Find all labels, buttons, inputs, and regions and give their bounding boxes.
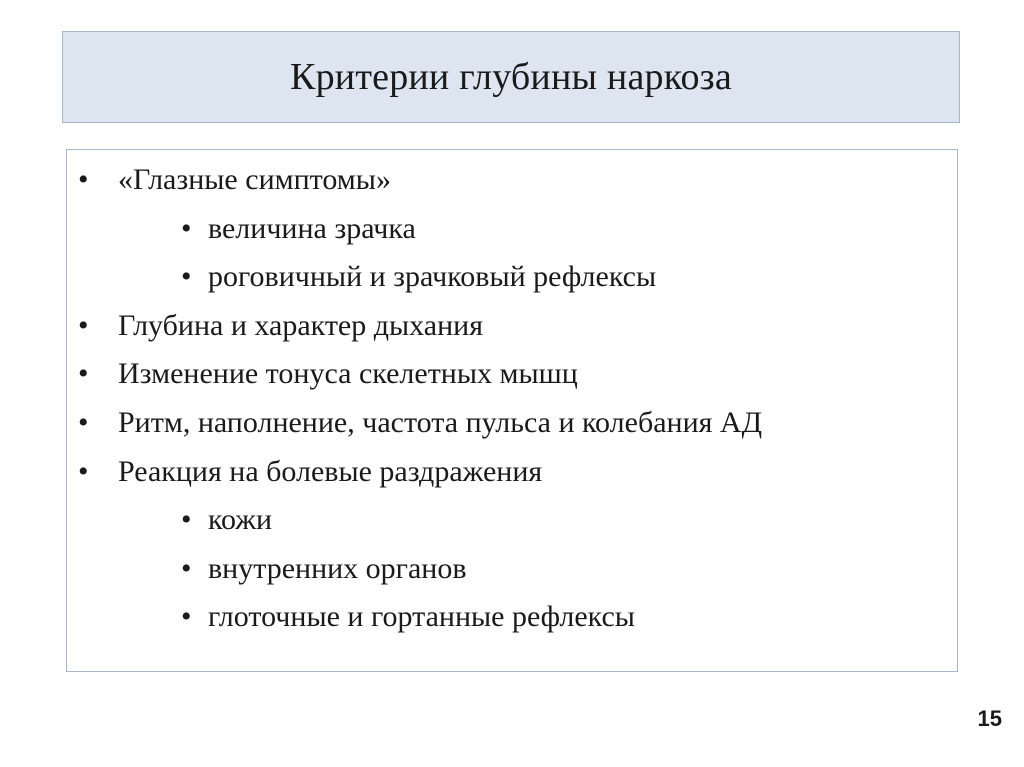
bullet-text: Глубина и характер дыхания bbox=[118, 308, 483, 342]
bullet-text: внутренних органов bbox=[208, 551, 467, 585]
slide-title: Критерии глубины наркоза bbox=[290, 56, 732, 98]
bullet-dot-icon: • bbox=[78, 163, 89, 196]
bullet-text: Реакция на болевые раздражения bbox=[118, 454, 543, 488]
sub-bullet-item-pharyngeal-reflexes bbox=[67, 593, 957, 642]
bullet-item-muscle-tone bbox=[67, 350, 957, 399]
bullet-text: «Глазные симптомы» bbox=[118, 163, 391, 196]
bullet-text: глоточные и гортанные рефлексы bbox=[208, 600, 635, 634]
bullet-text: Изменение тонуса скелетных мышц bbox=[118, 357, 578, 391]
sub-bullet-item-corneal-reflexes bbox=[67, 253, 957, 302]
bullet-dot-icon: • bbox=[78, 308, 89, 342]
bullet-dot-icon: • bbox=[181, 600, 192, 634]
bullet-text: Ритм, наполнение, частота пульса и колебания АД bbox=[118, 405, 763, 439]
bullet-item-eye-symptoms bbox=[67, 156, 957, 205]
bullet-dot-icon: • bbox=[78, 454, 89, 488]
bullet-dot-icon: • bbox=[181, 260, 192, 294]
slide-page-number: 15 bbox=[977, 706, 1002, 731]
content-box bbox=[66, 149, 958, 672]
sub-bullet-item-internal-organs bbox=[67, 545, 957, 594]
bullet-dot-icon: • bbox=[78, 357, 89, 391]
bullet-dot-icon: • bbox=[181, 503, 192, 537]
bullet-dot-icon: • bbox=[181, 211, 192, 245]
bullet-dot-icon: • bbox=[78, 405, 89, 439]
bullet-text: кожи bbox=[208, 503, 273, 537]
bullet-item-breathing bbox=[67, 302, 957, 351]
title-box bbox=[62, 31, 960, 123]
bullet-list bbox=[67, 156, 957, 642]
bullet-item-pulse bbox=[67, 399, 957, 448]
bullet-text: роговичный и зрачковый рефлексы bbox=[208, 260, 657, 294]
bullet-item-pain-reaction bbox=[67, 448, 957, 497]
sub-bullet-item-pupil-size bbox=[67, 205, 957, 254]
bullet-text: величина зрачка bbox=[208, 211, 416, 245]
sub-bullet-item-skin bbox=[67, 496, 957, 545]
bullet-dot-icon: • bbox=[181, 551, 192, 585]
